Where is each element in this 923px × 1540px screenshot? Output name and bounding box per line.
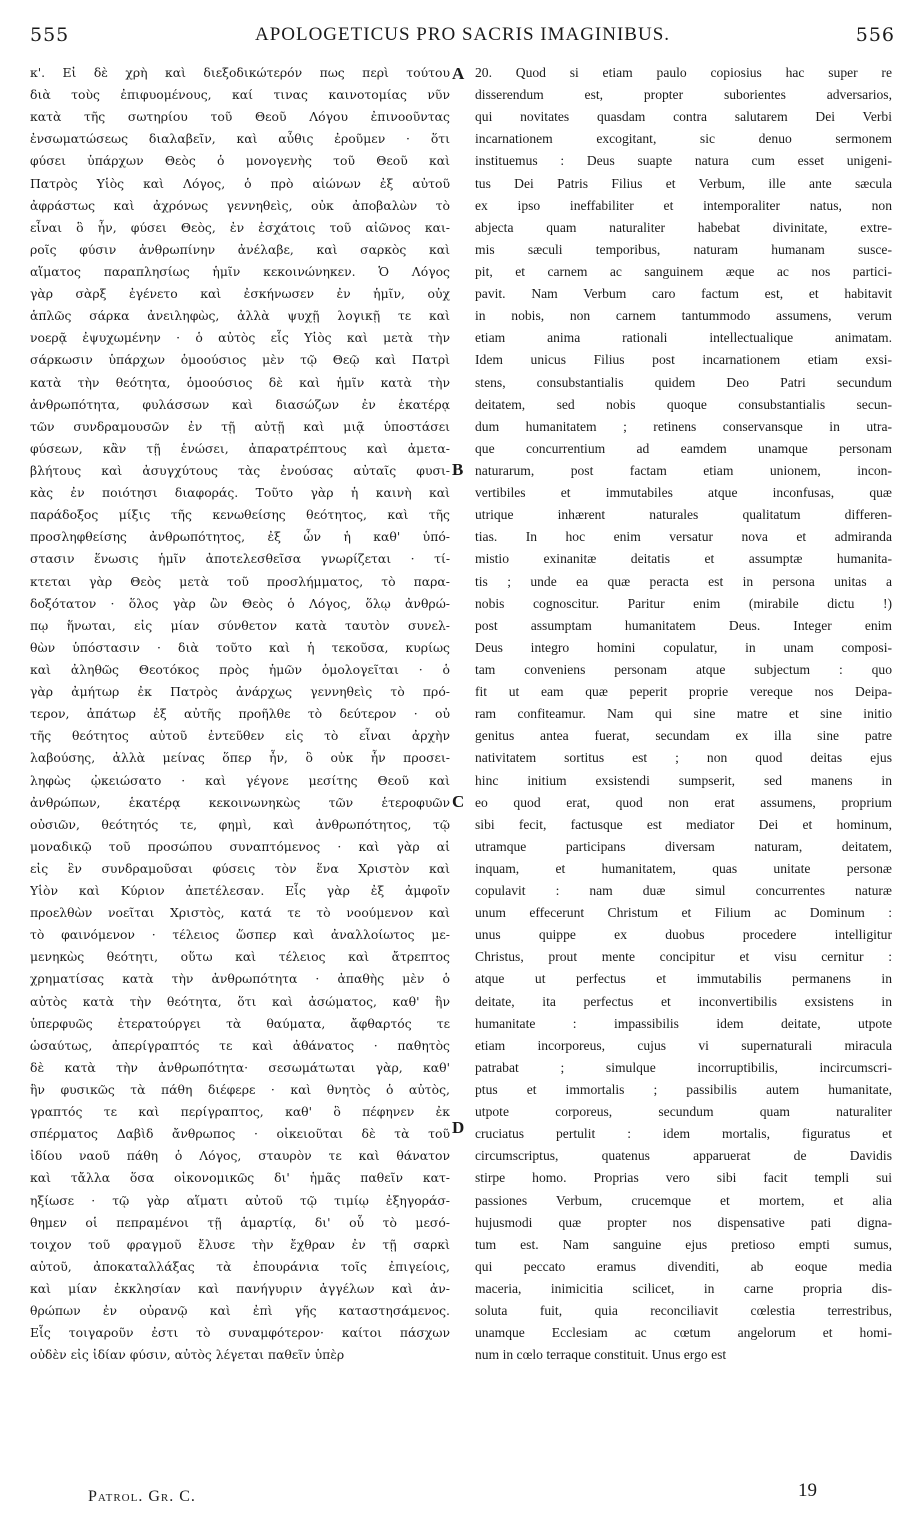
greek-text-line: φύσεων, κἂν τῇ ἑνώσει, ἀπαρατρέπτους καὶ ἀμετα- <box>30 440 450 456</box>
margin-letter-b: B <box>452 460 464 479</box>
latin-text-line: unus quippe ex duobus procedere intelligitur <box>475 927 892 943</box>
latin-text-line: nobis cognoscitur. Paritur enim (mirabile dictu !) <box>475 595 892 611</box>
greek-text-line: καὶ τἄλλα ὅσα οἰκονομικῶς δι' ἡμᾶς παθεῖν κατ- <box>30 1170 450 1186</box>
greek-text-line: ἣν φυσικῶς τὰ πάθη διέφερε · καὶ θνητὸς ὁ αὐτὸς, <box>30 1082 450 1098</box>
latin-text-line: utpote corporeus, secundum quam naturaliter <box>475 1104 892 1120</box>
latin-text-line: post assumptam humanitatem Deus. Integer enim <box>475 617 892 633</box>
greek-text-line: Πατρὸς Υἱὸς καὶ Λόγος, ὁ πρὸ αἰώνων ἐξ αὐτοῦ <box>30 175 450 191</box>
latin-text-line: nativitatem sortitus est ; non quod deitas ejus <box>475 750 892 766</box>
latin-text-line: copulavit : nam duæ simul concurrentes naturæ <box>475 883 892 899</box>
latin-text-line: genitus antea fuerat, secundam ex illa sine patre <box>475 728 892 744</box>
latin-text-line: hinc initium exsistendi sumpserit, sed manens in <box>475 772 892 788</box>
greek-text-line: τῶν συνδραμουσῶν ἐν τῇ αὐτῇ καὶ μιᾷ ὑποστάσει <box>30 418 450 434</box>
latin-text-line: pavit. Nam Verbum caro factum est, et habitavit <box>475 286 892 302</box>
latin-text-line: circumscriptus, quatenus apparuerat de Davidis <box>475 1148 892 1164</box>
latin-text-line: etiam incorporeus, cujus vi supernaturali miracula <box>475 1037 892 1053</box>
latin-text-line: pit, et carnem ac sanguinem æque ac nos partici- <box>475 263 892 279</box>
greek-text-line: καὶ μίαν ἐκκλησίαν καὶ πανήγυριν ἀγγέλων καὶ ἀν- <box>30 1281 450 1297</box>
latin-text-line: que concurrentium ad eamdem unamque personam <box>475 440 892 456</box>
latin-text-line: ex ipso ineffabiliter et intemporaliter natus, non <box>475 197 892 213</box>
latin-text-line: maceria, inimicitia scilicet, in carne propria dis- <box>475 1281 892 1297</box>
greek-text-line: στασιν ἕνωσις ἡμῖν ἀποτελεσθεῖσα γνωρίζεται · τί- <box>30 551 450 567</box>
latin-text-line: inquam, et humanitatem, quas unitate personæ <box>475 860 892 876</box>
greek-text-line: ἀφράστως καὶ ἀχρόνως γεννηθεὶς, οὐκ ἀποβαλὼν τὸ <box>30 197 450 213</box>
greek-text-line: πῳ ἥνωται, εἰς μίαν σύνθετον κατὰ ταυτὸν συνελ- <box>30 617 450 633</box>
latin-text-line: unamque Ecclesiam ac cœtum angelorum et homi- <box>475 1325 892 1341</box>
latin-text-line: sibi fecit, factusque est mediator Dei et hominum, <box>475 816 892 832</box>
greek-text-line: κὰς ἐν ποιότησι διαφοράς. Τοῦτο γὰρ ἡ καινὴ καὶ <box>30 485 450 501</box>
margin-letter-d: D <box>452 1118 465 1137</box>
latin-text-line: cruciatus pertulit : idem mortalis, figuratus et <box>475 1126 892 1142</box>
latin-text-line: Christus, prout mente concipitur et visu cernitur : <box>475 949 892 965</box>
greek-text-line: μενηκὼς θεότητι, οὕτω καὶ τέλειος καὶ ἄτρεπτος <box>30 949 450 965</box>
latin-text-line: disserendum est, propter suborientes adversarios, <box>475 87 892 103</box>
greek-text-line: δὲ κατὰ τὴν ἀνθρωπότητα· σεσωμάτωται γὰρ, καθ' <box>30 1059 450 1075</box>
latin-text-line: unum effecerunt Christum et Filium ac Dominum : <box>475 905 892 921</box>
latin-text-line: humanitate : impassibilis idem deitate, utpote <box>475 1015 892 1031</box>
greek-text-line: φύσει ὑπάρχων Θεὸς ὁ μονογενὴς τοῦ Θεοῦ καὶ <box>30 153 450 169</box>
latin-text-line: ram confiteamur. Nam qui sine matre et sine initio <box>475 706 892 722</box>
greek-text-line: θημεν οἱ πεπραμένοι τῇ ἁμαρτίᾳ, δι' οὗ τὸ μεσό- <box>30 1214 450 1230</box>
latin-text-line: tam conveniens personam atque subjectum : quo <box>475 661 892 677</box>
margin-letter-c: C <box>452 792 465 811</box>
greek-text-line: εἶναι ὃ ἦν, φύσει Θεὸς, ἐν ἐσχάτοις τοῦ αἰῶνος και- <box>30 219 450 235</box>
greek-text-line: σάρκωσιν ὑπάρχων ὁμοούσιος μὲν τῷ Θεῷ καὶ Πατρὶ <box>30 352 450 368</box>
latin-text-line: Idem unicus Filius post incarnationem etiam exsi- <box>475 352 892 368</box>
latin-text-line: stens, consubstantialis quidem Deo Patri secundum <box>475 374 892 390</box>
greek-text-line: διὰ τοὺς ἐπιφυομένους, καί τινας καινοτομίας νῦν <box>30 87 450 103</box>
latin-text-line: dum humanitatem ; retinens conservansque in utra- <box>475 418 892 434</box>
greek-text-line: ἀνθρωπότητα, φυλάσσων καὶ διασώζων ἐν ἑκατέρᾳ <box>30 396 450 412</box>
greek-text-line: τῆς θεότητος αὐτοῦ ἐντεῦθεν εἰς τὸ εἶναι ἀρχὴν <box>30 728 450 744</box>
latin-text-line: naturarum, post factam etiam unionem, incon- <box>475 462 892 478</box>
greek-text-line: τὸ φαινόμενον · τέλειος ὥσπερ καὶ ἀναλλοίωτος με- <box>30 927 450 943</box>
greek-text-line: εἰς ἓν συνδραμοῦσαι φύσεις τὸν ἕνα Χριστὸν καὶ <box>30 860 450 876</box>
latin-text-line: tum est. Nam sanguine ejus pretioso empti sumus, <box>475 1236 892 1252</box>
latin-text-line: num in cœlo terraque constituit. Unus ergo est <box>475 1347 727 1363</box>
greek-text-line: χρηματίσας κατὰ τὴν ἀνθρωπότητα · ἀπαθὴς μὲν ὁ <box>30 971 450 987</box>
greek-text-line: Υἱὸν καὶ Κύριον ἀπετέλεσαν. Εἷς γὰρ ἐξ ἀμφοῖν <box>30 883 450 899</box>
greek-text-line: κτεται γὰρ Θεὸς μετὰ τοῦ προσλήμματος, τὸ παρα- <box>30 573 450 589</box>
greek-text-line: καὶ ἀληθῶς Θεοτόκος πρὸς ἡμῶν ὁμολογεῖται · ὁ <box>30 661 450 677</box>
latin-text-line: instituemus : Deus suapte natura cum esset unigeni- <box>475 153 892 169</box>
greek-text-line: λαβούσης, ἀλλὰ μείνας ὅπερ ἦν, ὃ οὐκ ἦν προσει- <box>30 750 450 766</box>
greek-text-line: τοιχον τοῦ φραγμοῦ ἔλυσε τὴν ἔχθραν ἐν τῇ σαρκὶ <box>30 1236 450 1252</box>
greek-text-line: ἐνσωματώσεως διαλαβεῖν, καὶ αὖθις ἐροῦμεν · ὅτι <box>30 131 450 147</box>
running-title: APOLOGETICUS PRO SACRIS IMAGINIBUS. <box>254 24 671 45</box>
greek-text-line: κατὰ τὴν θεότητα, ὁμοούσιος δὲ καὶ ἡμῖν κατὰ τὴν <box>30 374 450 390</box>
greek-text-line: προσληφθείσης ἀνθρωπότητος, ἐξ ὧν ἡ καθ' ὑπό- <box>30 529 450 545</box>
latin-text-line: qui novitates quasdam contra salutarem Dei Verbi <box>475 109 892 125</box>
greek-column <box>30 62 450 1366</box>
latin-column <box>475 62 892 1366</box>
greek-text-line: ἰδίου ναοῦ πάθη ὁ Λόγος, σταυρὸν τε καὶ θάνατον <box>30 1148 450 1164</box>
latin-text-line: hujusmodi quæ propter nos dispensative pati digna- <box>475 1214 892 1230</box>
greek-text-line: γραπτός τε καὶ περίγραπτος, καθ' ὃ πέφηνεν ἐκ <box>30 1104 450 1120</box>
greek-text-line: αὐτὸς κατὰ τὴν θεότητα, ὅτι καὶ ἀσώματος, καθ' ἣν <box>30 993 450 1009</box>
greek-text-line: ὑπερφυῶς ἐτερατούργει τὰ θαύματα, ἄφθαρτός τε <box>30 1015 450 1031</box>
greek-text-line: οὐσιῶν, θεότητός τε, φημὶ, καὶ ἀνθρωπότητος, τῷ <box>30 816 450 832</box>
latin-text-line: deitate, ita perfectus et inconvertibilis exsistens in <box>475 993 892 1009</box>
page-number-right: 556 <box>855 24 895 46</box>
latin-text-line: incarnationem excogitant, sic denuo sermonem <box>475 131 892 147</box>
greek-text-line: αὐτοῦ, ἀποκαταλλάξας τὰ ἐπουράνια τοῖς ἐπιγείοις, <box>30 1258 450 1274</box>
latin-text-line: qui peccato eramus divenditi, ab eoque media <box>475 1258 892 1274</box>
latin-text-line: mis sæculi temporibus, naturam humanam susce- <box>475 241 892 257</box>
greek-text-line: ληφὼς ᾠκειώσατο · καὶ γέγονε μεσίτης Θεοῦ καὶ <box>30 772 450 788</box>
latin-text-line: tis ; unde ea quæ peracta est in persona unitas a <box>475 573 892 589</box>
greek-text-line: ροῖς φύσιν ἀνθρωπίνην ἀνέλαβε, καὶ σαρκὸς καὶ <box>30 241 450 257</box>
greek-text-line: προελθὼν νοεῖται Χριστὸς, κατά τε τὸ νοούμενον καὶ <box>30 905 450 921</box>
footer-number: 19 <box>798 1480 817 1501</box>
latin-text-line: 20. Quod si etiam paulo copiosius hac super re <box>475 65 892 80</box>
greek-text-line: δοξότατον · ὅλος γὰρ ὢν Θεὸς ὁ Λόγος, ὅλῳ ἀνθρώ- <box>30 595 450 611</box>
greek-text-line: ἀνθρώπων, ἑκατέρᾳ κεκοινωνηκὼς τῶν ἑτεροφυῶν <box>30 794 450 810</box>
latin-text-line: eo quod erat, quod non erat assumens, proprium <box>475 794 892 810</box>
page-header <box>30 24 895 54</box>
greek-text-line: θρώπων ἐν οὐρανῷ καὶ ἐπὶ γῆς καταστησάμενος. <box>30 1303 450 1319</box>
footer-signature: Patrol. Gr. C. <box>88 1488 196 1505</box>
latin-text-line: ptus et immortalis ; passibilis autem humanitate, <box>475 1082 892 1098</box>
latin-text-line: utramque participans diversam naturam, deitatem, <box>475 838 892 854</box>
greek-text-line: κατὰ τῆς σωτηρίου τοῦ Θεοῦ Λόγου ἐπινοοῦντας <box>30 109 450 125</box>
latin-text-line: etiam anima rationali intellectualique animatam. <box>475 330 892 346</box>
greek-text-line: τερον, ἀπάτωρ ἐξ αὐτῆς προῆλθε τὸ δεύτερον · οὐ <box>30 706 450 722</box>
latin-text-line: patrabat ; simulque incorruptibilis, incircumscri- <box>475 1059 892 1075</box>
latin-text-line: soluta fuit, quia reconciliavit cœlestia terrestribus, <box>475 1303 892 1319</box>
latin-text-line: tias. In hoc enim versatur nova et admiranda <box>475 529 892 545</box>
greek-text-line: Εἷς τοιγαροῦν ἐστι τὸ συναμφότερον· καίτοι πάσχων <box>30 1325 450 1341</box>
greek-text-line: σπέρματος Δαβὶδ ἄνθρωπος · οἰκειοῦται δὲ τὰ τοῦ <box>30 1126 450 1142</box>
latin-text-line: fit ut eam quæ peperit proprie vereque nos Deipa- <box>475 684 892 700</box>
latin-text-line: atque ut perfectus et immutabilis permanens in <box>475 971 892 987</box>
greek-text-line: θὼν ὑπόστασιν · διὰ τοῦτο καὶ ἡ τεκοῦσα, κυρίως <box>30 639 450 655</box>
greek-text-line: βλήτους καὶ ἀσυγχύτους τὰς ἐνούσας αὐταῖς φυσι- <box>30 462 450 478</box>
latin-text-line: passiones Verbum, crucemque et mortem, et alia <box>475 1192 892 1208</box>
latin-text-line: in nobis, non carnem tantummodo assumens, verum <box>475 308 892 324</box>
greek-text-line: νοερᾷ ἐψυχωμένην · ὁ αὐτὸς εἷς Υἱὸς καὶ μετὰ τὴν <box>30 330 450 346</box>
greek-text-line: ηξίωσε · τῷ γὰρ αἵματι αὐτοῦ τῷ τιμίῳ ἐξηγοράσ- <box>30 1192 450 1208</box>
greek-text-line: κ'. Εἰ δὲ χρὴ καὶ διεξοδικώτερόν πως περὶ τούτου <box>30 65 450 80</box>
margin-letter-a: A <box>452 64 465 83</box>
latin-text-line: mistio exinanitæ deitatis et assumptæ humanita- <box>475 551 892 567</box>
latin-text-line: Deus integro homini copulatur, in unam composi- <box>475 639 892 655</box>
latin-text-line: vertibiles et immutabiles atque inconfusas, quæ <box>475 485 892 501</box>
greek-text-line: ἁπλῶς σάρκα ἀνειληφὼς, ἀλλὰ ψυχῇ λογικῇ τε καὶ <box>30 308 450 324</box>
greek-text-line: γὰρ σὰρξ ἐγένετο καὶ ἐσκήνωσεν ἐν ἡμῖν, οὐχ <box>30 286 450 302</box>
latin-text-line: tus Dei Patris Filius et Verbum, ille ante sæcula <box>475 175 892 191</box>
greek-text-line: μοναδικῷ τοῦ προσώπου συναπτόμενος · καὶ γὰρ αἱ <box>30 838 450 854</box>
greek-text-line: παράδοξος μίξις τῆς κενωθείσης θεότητος, καὶ τῆς <box>30 507 450 523</box>
page-number-left: 555 <box>30 24 70 46</box>
latin-text-line: stirpe homo. Proprias vero sibi facit templi sui <box>475 1170 892 1186</box>
greek-text-line: γὰρ ἀμήτωρ ἐκ Πατρὸς ἀνάρχως γεννηθεὶς τὸ πρό- <box>30 684 450 700</box>
greek-text-line: ὡσαύτως, ἀπερίγραπτός τε καὶ ἀθάνατος · παθητὸς <box>30 1037 450 1053</box>
latin-text-line: deitatem, sed nobis quoque consubstantialis secun- <box>475 396 892 412</box>
latin-text-line: utrique inhærent naturales qualitatum differen- <box>475 507 892 523</box>
latin-text-line: abjecta quam naturaliter habebat divinitate, extre- <box>475 219 892 235</box>
greek-text-line: αἵματος παραπλησίως ἡμῖν κεκοινώνηκεν. Ὁ Λόγος <box>30 263 450 279</box>
greek-text-line: οὐδὲν εἰς ἰδίαν φύσιν, αὐτὸς λέγεται παθεῖν ὑπὲρ <box>30 1347 345 1363</box>
